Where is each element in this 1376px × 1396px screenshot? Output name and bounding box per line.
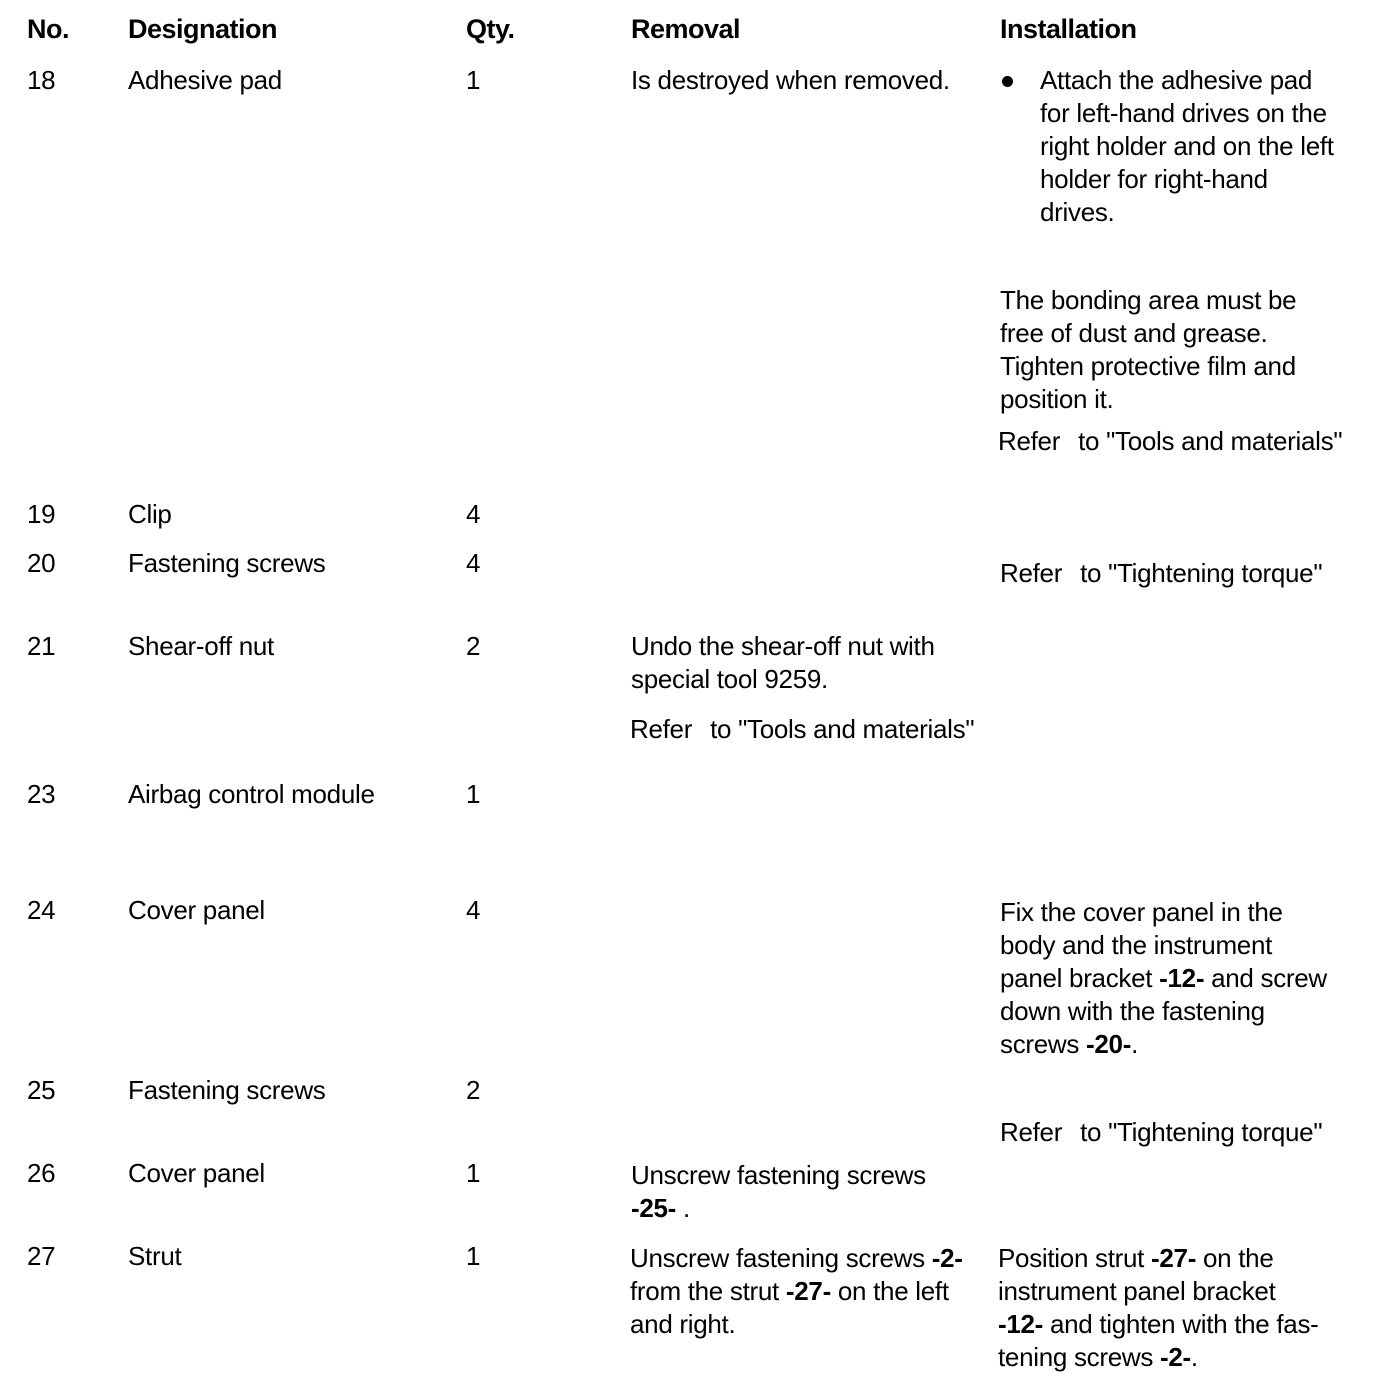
row-removal: Is destroyed when removed. bbox=[631, 65, 950, 95]
refer-word: Refer bbox=[630, 714, 693, 744]
installation-reference bbox=[1000, 557, 1370, 590]
row-designation: Cover panel bbox=[128, 895, 265, 925]
row-qty: 1 bbox=[466, 1158, 481, 1188]
refer-word: Refer bbox=[1000, 558, 1063, 588]
row-no: 19 bbox=[27, 499, 56, 529]
refer-target: to "Tools and materials" bbox=[710, 714, 975, 744]
removal-text: Unscrew fastening screws -2- from the strut -27- on the left and right. bbox=[630, 1243, 963, 1339]
row-qty: 1 bbox=[466, 779, 481, 809]
row-designation: Airbag control module bbox=[128, 779, 375, 809]
row-no: 18 bbox=[27, 65, 56, 95]
row-no: 21 bbox=[27, 631, 56, 661]
row-qty: 2 bbox=[466, 1075, 481, 1105]
row-removal bbox=[630, 1242, 990, 1341]
removal-text: Unscrew fastening screws -25- . bbox=[631, 1160, 926, 1223]
row-qty: 4 bbox=[466, 548, 481, 578]
row-no: 25 bbox=[27, 1075, 56, 1105]
row-designation: Clip bbox=[128, 499, 172, 529]
removal-reference bbox=[630, 713, 990, 746]
row-qty: 4 bbox=[466, 499, 481, 529]
header-installation: Installation bbox=[1000, 14, 1137, 44]
installation-text: Fix the cover panel in the body and the instrument panel bracket -12- and screw down with the fastening screws -20-. bbox=[1000, 897, 1327, 1059]
header-no: No. bbox=[27, 14, 69, 44]
row-no: 26 bbox=[27, 1158, 56, 1188]
installation-reference bbox=[1000, 1116, 1370, 1149]
row-qty: 2 bbox=[466, 631, 481, 661]
row-designation: Fastening screws bbox=[128, 1075, 326, 1105]
row-qty: 1 bbox=[466, 65, 481, 95]
row-no: 23 bbox=[27, 779, 56, 809]
row-installation bbox=[998, 1242, 1368, 1374]
row-qty: 1 bbox=[466, 1241, 481, 1271]
removal-text: Undo the shear-off nut with special tool 9259. bbox=[631, 631, 935, 694]
row-removal bbox=[631, 1159, 991, 1225]
installation-note bbox=[1000, 284, 1370, 416]
installation-reference bbox=[998, 425, 1368, 458]
table-row bbox=[0, 64, 1376, 456]
row-no: 27 bbox=[27, 1241, 56, 1271]
row-installation bbox=[1000, 896, 1370, 1061]
row-designation: Adhesive pad bbox=[128, 65, 282, 95]
refer-word: Refer bbox=[998, 426, 1061, 456]
refer-target: to "Tools and materials" bbox=[1078, 426, 1343, 456]
row-qty: 4 bbox=[466, 895, 481, 925]
refer-word: Refer bbox=[1000, 1117, 1063, 1147]
installation-note-text: The bonding area must be free of dust and grease. Tighten protective film and position it. bbox=[1000, 285, 1297, 414]
header-qty: Qty. bbox=[466, 14, 515, 44]
refer-target: to "Tightening torque" bbox=[1080, 1117, 1323, 1147]
installation-text: Position strut -27- on the instrument panel bracket -12- and tighten with the fas- tening screws -2-. bbox=[998, 1243, 1319, 1372]
header-designation: Designation bbox=[128, 14, 278, 44]
bullet-icon bbox=[1002, 76, 1013, 87]
installation-bullet-item bbox=[1000, 64, 1376, 229]
installation-bullet-text: Attach the adhesive pad for left-hand drives on the right holder and on the left holder for right-hand drives. bbox=[1040, 65, 1334, 227]
row-designation: Strut bbox=[128, 1241, 182, 1271]
row-designation: Fastening screws bbox=[128, 548, 326, 578]
refer-target: to "Tightening torque" bbox=[1080, 558, 1323, 588]
header-removal: Removal bbox=[631, 14, 741, 44]
row-removal bbox=[631, 630, 991, 696]
row-no: 24 bbox=[27, 895, 56, 925]
row-designation: Cover panel bbox=[128, 1158, 265, 1188]
row-designation: Shear-off nut bbox=[128, 631, 274, 661]
row-no: 20 bbox=[27, 548, 56, 578]
